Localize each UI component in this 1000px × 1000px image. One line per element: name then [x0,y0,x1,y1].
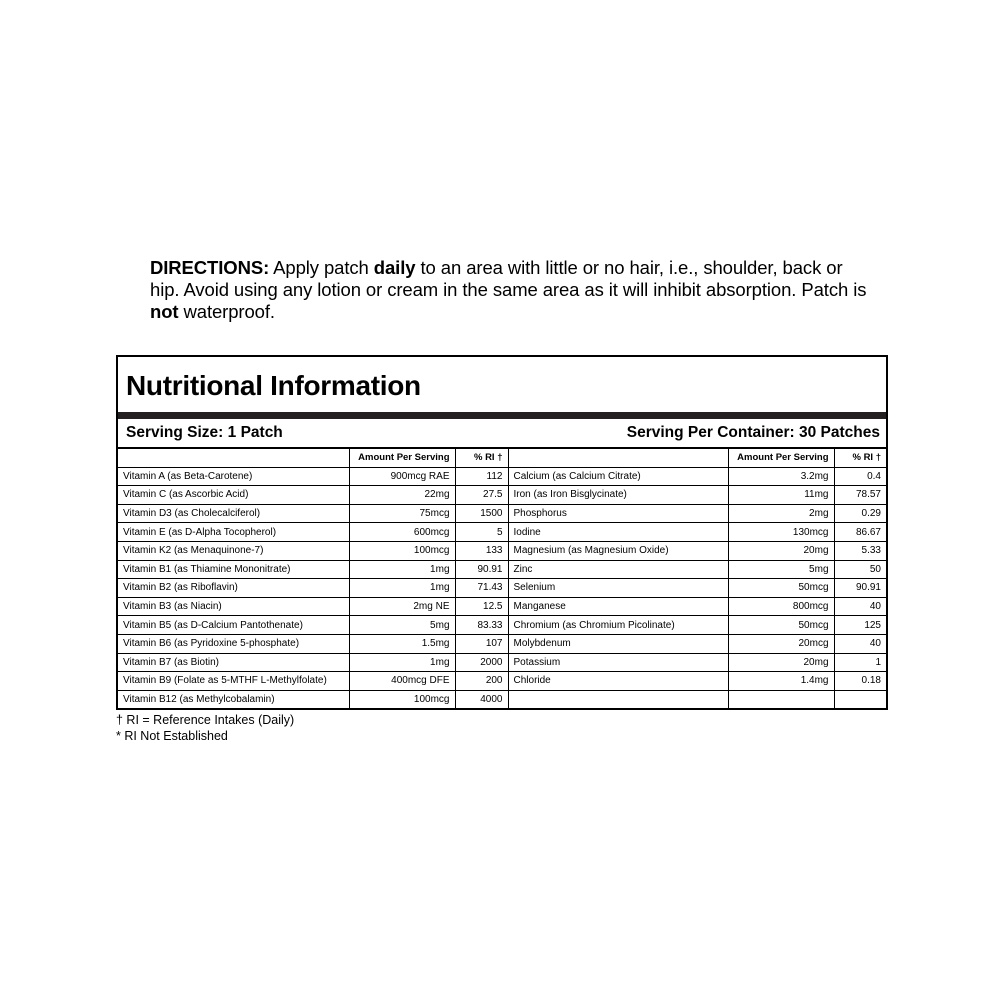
nutrient-left-amount: 75mcg [349,504,455,523]
nutrient-right-ri: 5.33 [834,541,886,560]
directions-text [150,257,870,323]
nutrient-left-ri: 12.5 [455,597,508,616]
nutrient-left-ri: 112 [455,467,508,486]
serving-row [118,419,886,449]
nutrient-left-name: Vitamin A (as Beta-Carotene) [118,467,349,486]
directions-bold-not: not [150,301,179,322]
nutrient-left-ri: 4000 [455,690,508,708]
nutrient-right-name: Zinc [508,560,728,579]
table-row [118,634,886,653]
nutrient-right-amount: 20mg [728,541,834,560]
nutrient-right-name: Molybdenum [508,634,728,653]
nutrient-left-ri: 1500 [455,504,508,523]
nutrient-left-name: Vitamin B9 (Folate as 5-MTHF L-Methylfolate) [118,672,349,691]
nutrient-right-ri: 50 [834,560,886,579]
nutrient-left-ri: 83.33 [455,616,508,635]
nutrient-right-amount: 130mcg [728,523,834,542]
header-ri-right: % RI † [834,449,886,467]
nutrient-left-ri: 2000 [455,653,508,672]
nutrient-right-amount: 5mg [728,560,834,579]
nutrient-right-ri: 1 [834,653,886,672]
nutrient-left-name: Vitamin B3 (as Niacin) [118,597,349,616]
nutrient-right-name: Iodine [508,523,728,542]
nutrient-right-amount: 20mcg [728,634,834,653]
table-row [118,616,886,635]
header-amount-left: Amount Per Serving [349,449,455,467]
nutrient-left-name: Vitamin C (as Ascorbic Acid) [118,486,349,505]
nutrient-right-ri [834,690,886,708]
table-row [118,486,886,505]
header-ri-left: % RI † [455,449,508,467]
nutrient-left-ri: 107 [455,634,508,653]
nutrient-left-amount: 400mcg DFE [349,672,455,691]
nutrient-right-ri: 0.18 [834,672,886,691]
serving-size: Serving Size: 1 Patch [126,424,283,441]
nutrient-left-name: Vitamin K2 (as Menaquinone-7) [118,541,349,560]
nutrient-left-ri: 71.43 [455,579,508,598]
nutrient-right-ri: 90.91 [834,579,886,598]
nutrient-right-ri: 0.29 [834,504,886,523]
directions-bold-daily: daily [373,257,416,278]
nutrient-right-amount: 2mg [728,504,834,523]
nutrient-right-ri: 125 [834,616,886,635]
nutrient-right-amount: 800mcg [728,597,834,616]
table-row [118,653,886,672]
serving-per-container: Serving Per Container: 30 Patches [626,424,880,441]
nutrient-right-amount: 50mcg [728,579,834,598]
table-row [118,690,886,708]
nutrient-right-amount: 3.2mg [728,467,834,486]
table-row [118,597,886,616]
table-row [118,467,886,486]
directions-part-1: Apply patch [269,257,374,278]
nutrient-left-amount: 1.5mg [349,634,455,653]
nutrient-right-ri: 0.4 [834,467,886,486]
table-row [118,541,886,560]
nutrient-left-name: Vitamin B1 (as Thiamine Mononitrate) [118,560,349,579]
table-row [118,579,886,598]
header-amount-right: Amount Per Serving [728,449,834,467]
nutrient-left-name: Vitamin B5 (as D-Calcium Pantothenate) [118,616,349,635]
directions-label: DIRECTIONS: [150,257,270,278]
nutrient-right-amount: 50mcg [728,616,834,635]
nutrient-right-amount: 20mg [728,653,834,672]
nutrient-left-name: Vitamin B2 (as Riboflavin) [118,579,349,598]
nutrient-right-name: Manganese [508,597,728,616]
nutrient-left-amount: 2mg NE [349,597,455,616]
directions-part-2: to an area with little or no hair, i.e., shoulder, back or hip. Avoid using any lotion or cream in the same area as it will inhibit absorption. Patch is [150,257,867,300]
nutrient-left-ri: 90.91 [455,560,508,579]
table-row [118,672,886,691]
footnote-ri-not-established: * RI Not Established [116,728,228,743]
header-blank-right [508,449,728,467]
nutrient-left-name: Vitamin B12 (as Methylcobalamin) [118,690,349,708]
nutrient-right-amount [728,690,834,708]
directions-part-3: waterproof. [178,301,275,322]
nutrient-right-name: Chromium (as Chromium Picolinate) [508,616,728,635]
footnotes [116,713,294,744]
nutrient-left-amount: 100mcg [349,690,455,708]
nutrient-left-ri: 27.5 [455,486,508,505]
nutrient-right-name: Potassium [508,653,728,672]
nutrient-right-ri: 86.67 [834,523,886,542]
header-blank-left [118,449,349,467]
nutrient-right-name: Phosphorus [508,504,728,523]
nutrient-right-name: Magnesium (as Magnesium Oxide) [508,541,728,560]
table-row [118,560,886,579]
nutrient-right-ri: 40 [834,634,886,653]
nutrition-panel [116,355,888,710]
nutrient-right-ri: 40 [834,597,886,616]
nutrient-table [118,449,886,708]
nutrient-table-body [118,467,886,708]
table-row [118,523,886,542]
table-header-row [118,449,886,467]
nutrient-left-name: Vitamin B6 (as Pyridoxine 5-phosphate) [118,634,349,653]
nutrient-right-name: Selenium [508,579,728,598]
panel-divider-bar [118,412,886,419]
footnote-ri-definition: † RI = Reference Intakes (Daily) [116,713,295,727]
nutrient-left-amount: 22mg [349,486,455,505]
nutrient-right-name: Iron (as Iron Bisglycinate) [508,486,728,505]
nutrient-right-name [508,690,728,708]
nutrient-left-amount: 600mcg [349,523,455,542]
nutrient-right-amount: 11mg [728,486,834,505]
panel-title: Nutritional Information [126,370,421,401]
nutrient-left-amount: 100mcg [349,541,455,560]
nutrient-left-ri: 5 [455,523,508,542]
table-row [118,504,886,523]
nutrient-left-name: Vitamin D3 (as Cholecalciferol) [118,504,349,523]
nutrient-left-amount: 1mg [349,653,455,672]
nutrient-right-name: Chloride [508,672,728,691]
nutrient-left-ri: 133 [455,541,508,560]
nutrient-left-name: Vitamin E (as D-Alpha Tocopherol) [118,523,349,542]
nutrient-left-ri: 200 [455,672,508,691]
nutrient-left-amount: 900mcg RAE [349,467,455,486]
nutrient-left-amount: 5mg [349,616,455,635]
nutrient-left-amount: 1mg [349,560,455,579]
nutrient-right-amount: 1.4mg [728,672,834,691]
nutrient-left-name: Vitamin B7 (as Biotin) [118,653,349,672]
nutrient-right-name: Calcium (as Calcium Citrate) [508,467,728,486]
nutrient-left-amount: 1mg [349,579,455,598]
nutrient-right-ri: 78.57 [834,486,886,505]
